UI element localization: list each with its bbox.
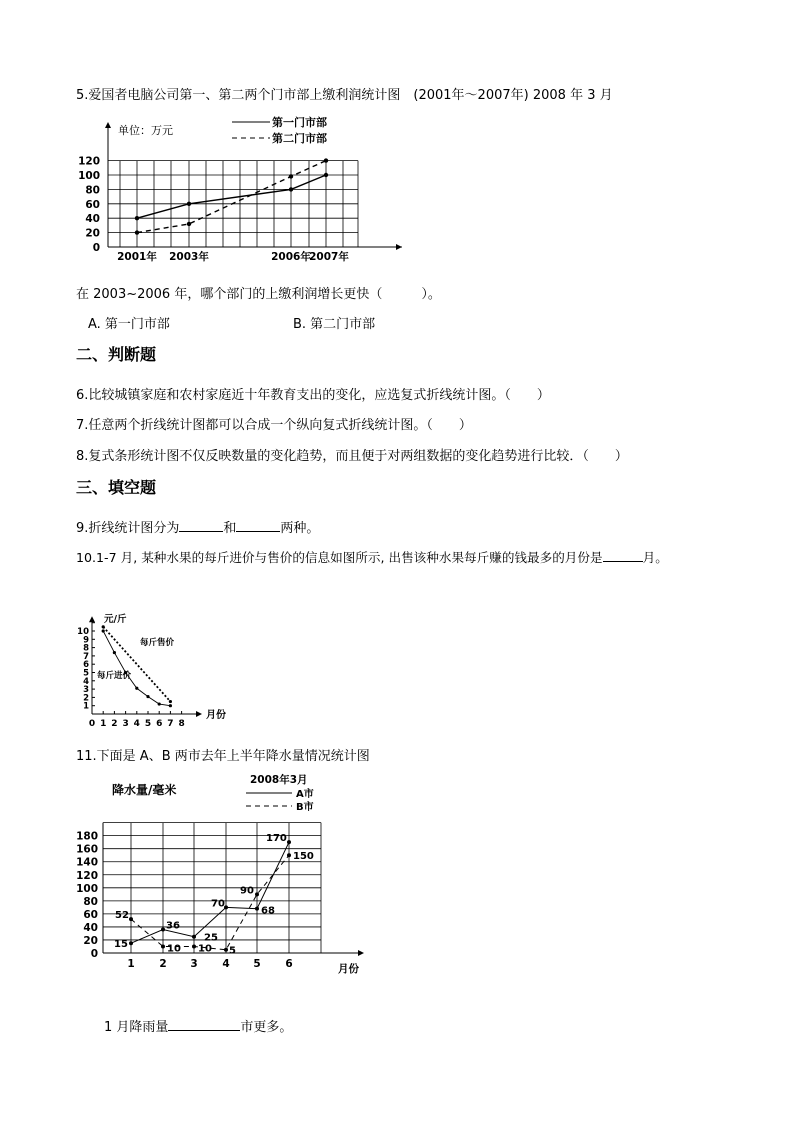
c2-series-label: 每斤售价 [140,638,175,648]
c3-data-label: 5 [229,945,236,957]
c1-legend-label: 第一门市部 [272,116,327,129]
c1-y-tick-label: 60 [85,198,100,211]
c2-data-point [146,695,149,698]
c1-x-tick-label: 2003年 [169,251,209,263]
c2-data-point [102,629,105,632]
c1-series-line [137,161,326,233]
c1-unit-label: 单位：万元 [118,124,173,137]
c1-x-tick-label: 2007年 [309,251,349,263]
c3-data-label: 36 [166,920,180,932]
c3-data-point [255,892,259,896]
q10-part2: 月。 [642,550,668,565]
c3-data-point [192,935,196,939]
q9-part2: 和 [223,521,237,536]
c1-data-point [289,174,293,178]
c3-y-tick-label: 40 [83,921,98,934]
c2-y-tick-label: 7 [83,651,89,662]
c2-y-tick-label: 5 [83,668,89,679]
c2-x-tick-label: 3 [122,719,129,729]
c3-data-label: 52 [115,910,129,922]
c2-x-tick-label: 8 [178,719,185,729]
c2-y-tick-label: 1 [83,701,89,712]
c2-data-point [102,625,105,628]
c2-data-point [113,651,116,654]
q9-blank1[interactable] [179,519,223,532]
c2-data-point [135,687,138,690]
c3-data-label: 90 [240,885,254,897]
c3-data-label: 15 [114,939,128,951]
c2-x-axis-arrow [196,711,202,717]
c1-y-tick-label: 40 [85,213,100,226]
c3-x-tick-label: 3 [190,958,198,970]
c2-y-tick-label: 8 [83,643,89,654]
c2-x-tick-label: 0 [88,719,96,729]
c3-x-axis-arrow [358,950,364,956]
c1-y-tick-label: 80 [85,184,100,197]
c3-data-point [129,941,133,945]
c3-data-point [161,944,165,948]
c1-data-point [324,173,328,177]
q11-sub1-part2: 市更多。 [240,1020,293,1035]
c1-y-tick-label: 100 [78,170,100,182]
c1-legend-label: 第二门市部 [272,132,327,145]
q6-text: 6.比较城镇家庭和农村家庭近十年教育支出的变化，应选复式折线统计图。（ ） [76,388,550,403]
c3-data-point [192,944,196,948]
q10-text [76,547,668,566]
c3-x-tick-label: 4 [222,958,230,970]
c1-data-point [187,202,191,206]
c3-y-tick-label: 60 [83,908,98,921]
c2-y-tick-label: 2 [83,693,89,704]
q5-title: 5.爱国者电脑公司第一、第二两个门市部上缴利润统计图 (2001年～2007年) 2008 年 3 月 [76,88,613,103]
c1-x-tick-label: 2006年 [271,251,311,263]
c2-data-point [158,702,161,705]
c2-x-tick-label: 5 [144,719,152,729]
c3-legend-label: A市 [296,789,314,800]
q7-text: 7.任意两个折线统计图都可以合成一个纵向复式折线统计图。（ ） [76,418,472,433]
c3-data-label: 70 [211,898,225,910]
c3-y-tick-label: 100 [76,882,98,895]
c2-x-axis-label: 月份 [206,710,226,721]
c3-y-tick-label: 20 [83,934,98,947]
c2-x-tick-label: 1 [100,719,107,729]
c1-x-tick-label: 2001年 [117,251,157,263]
c3-y-tick-label: 80 [83,895,98,908]
q11-sub1 [104,1016,292,1035]
c3-legend-label: B市 [296,802,314,813]
section2-title: 二、判断题 [76,345,157,364]
c1-y-tick-label: 0 [92,242,100,254]
q11-blank[interactable] [168,1018,240,1031]
c2-y-tick-label: 4 [83,676,89,687]
c3-y-tick-label: 180 [76,830,98,843]
c3-x-tick-label: 2 [159,958,167,970]
c2-x-tick-label: 2 [111,719,118,729]
c3-data-point [224,948,228,952]
q9-text [76,517,319,536]
c1-data-point [324,158,328,162]
q11-title: 11.下面是 A、B 两市去年上半年降水量情况统计图 [76,749,370,764]
c3-y-tick-label: 160 [76,843,98,856]
q5-question: 在 2003~2006 年，哪个部门的上缴利润增长更快（ ）。 [76,287,441,302]
c1-data-point [289,187,293,191]
q5-option-b[interactable]: B. 第二门市部 [293,317,376,332]
q11-sub1-part1: 1 月降雨量 [104,1020,169,1035]
c3-data-point [287,853,291,857]
c3-data-point [129,917,133,921]
q9-blank2[interactable] [236,519,280,532]
c3-data-point [287,840,291,844]
c3-x-tick-label: 1 [127,958,135,970]
c3-data-point [255,907,259,911]
c1-data-point [135,230,139,234]
c3-data-label: 68 [261,905,275,917]
c3-y-tick-label: 0 [90,948,98,960]
c3-x-tick-label: 5 [253,958,261,970]
q9-part1: 9.折线统计图分为 [76,521,180,536]
c2-x-tick-label: 7 [167,719,174,729]
c1-y-tick-label: 20 [85,227,100,240]
c2-data-point [169,700,172,703]
c1-data-point [187,222,191,226]
c3-x-tick-label: 6 [285,958,293,970]
c2-y-axis-arrow [89,616,95,622]
c2-y-axis-label: 元/斤 [104,614,127,626]
section3-title: 三、填空题 [76,478,157,497]
c3-series-line [131,842,289,943]
c2-y-tick-label: 9 [83,635,89,646]
c2-x-tick-label: 4 [133,719,140,729]
c3-data-label: 170 [266,833,287,845]
c1-series-line [137,175,326,218]
c3-data-label: 25 [204,932,218,944]
c2-y-tick-label: 6 [83,660,89,671]
c1-y-axis-arrow [105,122,111,128]
c3-y-axis-label: 降水量/毫米 [112,783,177,797]
q5-option-a[interactable]: A. 第一门市部 [88,317,170,332]
c1-x-axis-arrow [396,244,402,250]
q10-blank[interactable] [603,549,643,562]
c2-series-label: 每斤进价 [97,671,132,681]
c1-data-point [135,216,139,220]
c3-data-point [161,928,165,932]
c3-y-tick-label: 120 [76,869,98,882]
c3-data-label: 10 [198,943,212,955]
q10-part1: 10.1-7 月, 某种水果的每斤进价与售价的信息如图所示, 出售该种水果每斤赚的钱最多的月份是 [76,550,603,565]
c2-data-point [169,704,172,707]
c3-title: 2008年3月 [250,774,308,786]
q9-part3: 两种。 [280,521,320,536]
c3-data-label: 10 [167,943,181,955]
c1-y-tick-label: 120 [78,155,100,168]
c3-x-axis-label: 月份 [338,963,359,975]
c3-y-tick-label: 140 [76,856,98,869]
q8-text: 8.复式条形统计图不仅反映数量的变化趋势，而且便于对两组数据的变化趋势进行比较．（ ） [76,449,628,464]
c2-y-tick-label: 3 [83,685,89,696]
c2-y-tick-label: 10 [77,627,89,637]
c3-data-label: 150 [293,851,314,863]
c2-x-tick-label: 6 [156,719,163,729]
